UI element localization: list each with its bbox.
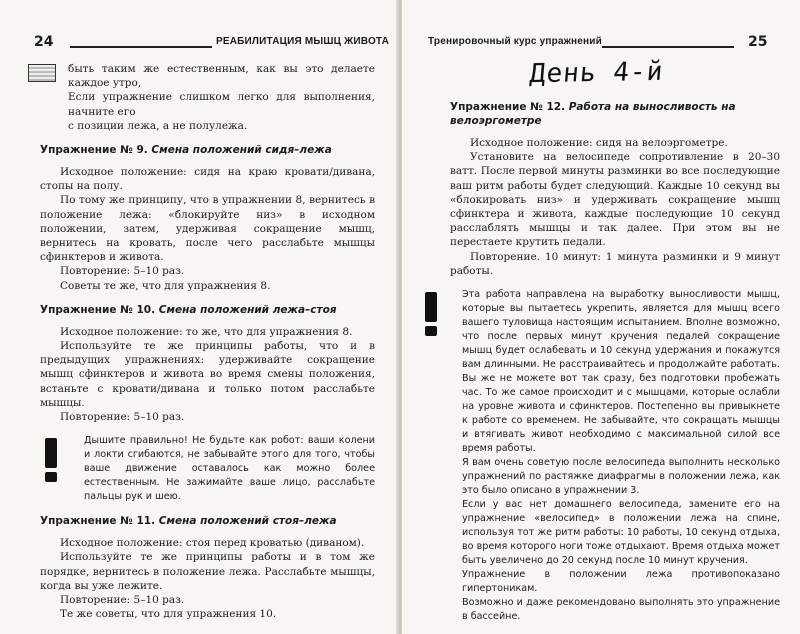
exercise-11-advice: Те же советы, что для упражнения 10. (60, 608, 277, 621)
running-head-left: РЕАБИЛИТАЦИЯ МЫШЦ ЖИВОТА (216, 36, 390, 47)
page-number-right: 25 (748, 34, 768, 50)
header-rule-right (602, 46, 734, 48)
exercise-11-heading (40, 514, 375, 528)
exercise-9-heading (40, 143, 375, 157)
endurance-note (420, 288, 780, 624)
breathing-note-text: Дышите правильно! Не будьте как робот: ваши колени и локти сгибаются, не забывайте этого для того, чтобы ваше движение оставалось как можно более естественным. Не зажимайте ваше лицо, расслабьте пальцы рук и шею. (84, 435, 375, 503)
exercise-12-heading (450, 100, 780, 128)
header-rule-left (70, 46, 212, 48)
left-page (0, 0, 398, 634)
note-paragraph: Я вам очень советую после велосипеда выполнить несколько упражнений по растяжке диафрагмы в положении лежа, как это было описано в упражнении 3. (462, 457, 780, 497)
exercise-10-heading (40, 303, 375, 317)
exercise-12-number: Упражнение № 12. (450, 101, 566, 113)
note-paragraph: Упражнение в положении лежа противопоказано гипертоникам. (462, 569, 780, 595)
exercise-10-title: Смена положений лежа–стоя (158, 303, 337, 316)
exercise-9-repeat: Повторение: 5–10 раз. (60, 265, 185, 278)
intro-line-2: Если упражнение слишком легко для выполнения, начните его (68, 91, 375, 118)
exercise-11-number: Упражнение № 11. (40, 515, 156, 528)
exercise-9-number: Упражнение № 9. (40, 144, 148, 157)
exercise-10-repeat: Повторение: 5–10 раз. (60, 411, 185, 424)
exercise-10-start: Исходное положение: то же, что для упражнения 8. (60, 325, 353, 338)
exercise-9-title: Смена положений сидя–лежа (151, 144, 332, 157)
left-page-body (40, 62, 375, 621)
exercise-9-advice: Советы те же, что для упражнения 8. (60, 279, 271, 292)
exercise-11-repeat: Повторение: 5–10 раз. (60, 594, 185, 607)
right-page (402, 0, 800, 634)
exercise-9-text: По тому же принципу, что в упражнении 8, вернитесь в положение лежа: «блокируйте низ» в исходном положении, затем, удерживая сокращение мышц, вернитесь на кровать, после чего расслабьте мышцы сфинктеров и живота. (40, 194, 375, 264)
exercise-9-start: Исходное положение: сидя на краю кровати/дивана, стопы на полу. (40, 166, 375, 193)
exercise-12-repeat: Повторение. 10 минут: 1 минута разминки и 9 минут работы. (450, 250, 780, 277)
note-paragraph: Если у вас нет домашнего велосипеда, замените его на упражнение «велосипед» в положении лежа на спине, используя тот же ритм работы: 10 работы, 10 секунд отдыха, во время которого ноги тоже отдыхают. Время отдыха может быть увеличено до 20 секунд после 10 минут кручения. (462, 499, 780, 567)
exclamation-icon (420, 292, 442, 336)
exercise-12-title: Работа на выносливость на велоэргометре (450, 101, 736, 127)
note-paragraph: Эта работа направлена на выработку выносливости мышц, которые вы пытаетесь укрепить, является для мышц всего вашего туловища настоящим испытанием. Вполне возможно, что после первых минут кручения педалей сокращение мышц будет ослабевать и 10 секунд удержания и покажутся вам длинными. Не расстраивайтесь и продолжайте работать. Вы же не можете вот так сразу, без подготовки пробежать час. То же самое происходит и с мышцами, которые ослабли на уровне живота и сфинктеров. Постепенно вы привыкнете к работе со временем. Не забывайте, что сокращать мышцы и втягивать живот необходимо с максимальной силой все время работы. (462, 289, 780, 455)
page-number-left: 24 (34, 34, 54, 50)
day-title: День 4-й (528, 56, 665, 90)
exercise-12-text: Установите на велосипеде сопротивление в 20–30 ватт. После первой минуты разминки во все последующие ваш ритм работы будет следующий. Каждые 10 секунд вы «блокировать низ» и удерживать сокращение мышц сфинктера и живота, каждые последующие 10 секунд расслаблять мышцы и так далее. При этом вы не перестаете крутить педали. (450, 151, 780, 249)
running-head-right: Тренировочный курс упражнений (428, 36, 602, 47)
exercise-11-title: Смена положений стоя–лежа (158, 515, 337, 528)
breathing-note (40, 434, 375, 504)
note-paragraph: Возможно и даже рекомендовано выполнять это упражнение в бассейне. (462, 597, 780, 623)
exercise-10-number: Упражнение № 10. (40, 303, 156, 316)
exercise-11-start: Исходное положение: стоя перед кроватью (диваном). (60, 537, 365, 550)
exercise-11-text: Используйте те же принципы работы и в том же порядке, вернитесь в положение лежа. Расслабьте мышцы, когда вы уже лежите. (40, 551, 375, 592)
exclamation-icon (40, 438, 62, 482)
intro-line-3: с позиции лежа, а не полулежа. (68, 119, 248, 132)
exercise-12-start: Исходное положение: сидя на велоэргометре. (470, 137, 728, 149)
exercise-10-text: Используйте те же принципы работы, что и в предыдущих упражнениях: удерживайте сокращение мышц сфинктеров и живота во время смены положения, встаньте с кровати/дивана и только потом расслабьте мышцы. (40, 340, 375, 409)
right-page-body (450, 100, 780, 624)
intro-line-1: быть таким же естественным, как вы это делаете каждое утро, (68, 63, 375, 90)
